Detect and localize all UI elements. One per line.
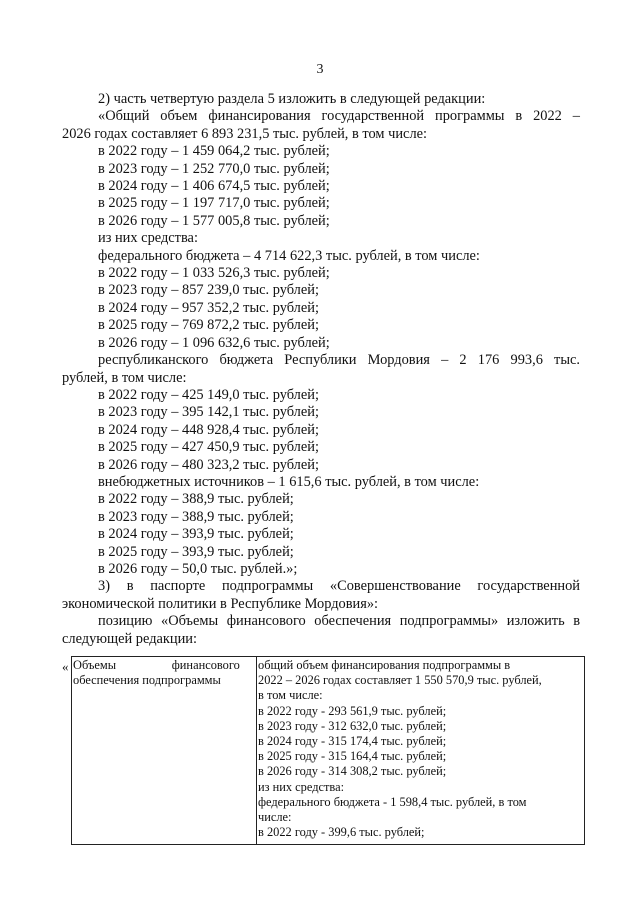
text-line: из них средства:: [98, 230, 198, 247]
value-line: в 2026 году - 314 308,2 тыс. рублей;: [258, 764, 447, 779]
text-line: внебюджетных источников – 1 615,6 тыс. рублей, в том числе:: [98, 473, 480, 490]
text-line: в 2024 году – 1 406 674,5 тыс. рублей;: [98, 178, 330, 195]
value-line: федерального бюджета - 1 598,4 тыс. рублей, в том: [258, 794, 527, 809]
text-line: в 2026 году – 50,0 тыс. рублей.»;: [98, 560, 298, 577]
value-line: 2022 – 2026 годах составляет 1 550 570,9 тыс. рублей,: [258, 673, 542, 688]
text-line: в 2024 году – 448 928,4 тыс. рублей;: [98, 421, 319, 438]
value-line: в 2023 году - 312 632,0 тыс. рублей;: [258, 718, 447, 733]
opening-quote-mark: «: [62, 659, 69, 674]
text-line: «Общий объем финансирования государственной программы в 2022 –: [98, 108, 580, 125]
value-line: в 2022 году - 293 561,9 тыс. рублей;: [258, 703, 447, 718]
subprogram-passport-table: [71, 656, 585, 845]
value-line: из них средства:: [258, 779, 345, 794]
table-row: [72, 657, 585, 845]
text-line: в 2025 году – 1 197 717,0 тыс. рублей;: [98, 195, 330, 212]
text-line: в 2023 году – 388,9 тыс. рублей;: [98, 508, 294, 525]
text-line: федерального бюджета – 4 714 622,3 тыс. рублей, в том числе:: [98, 247, 480, 264]
text-line: в 2023 году – 1 252 770,0 тыс. рублей;: [98, 160, 330, 177]
value-line: в том числе:: [258, 688, 323, 703]
text-line: в 2022 году – 425 149,0 тыс. рублей;: [98, 386, 319, 403]
text-line: в 2022 году – 388,9 тыс. рублей;: [98, 491, 294, 508]
text-line: 2026 годах составляет 6 893 231,5 тыс. рублей, в том числе:: [62, 125, 428, 142]
value-line: в 2022 году - 399,6 тыс. рублей;: [258, 825, 425, 840]
text-line: в 2022 году – 1 459 064,2 тыс. рублей;: [98, 143, 330, 160]
page-number: 3: [316, 62, 324, 77]
position-value-cell: [257, 657, 585, 845]
text-line: 2) часть четвертую раздела 5 изложить в следующей редакции:: [98, 91, 486, 107]
value-line: в 2024 году - 315 174,4 тыс. рублей;: [258, 734, 447, 749]
text-line: следующей редакции:: [62, 630, 197, 647]
text-line: в 2026 году – 1 096 632,6 тыс. рублей;: [98, 334, 330, 351]
label-line: обеспечения подпрограммы: [73, 673, 221, 688]
text-line: 3) в паспорте подпрограммы «Совершенствование государственной: [98, 578, 580, 595]
text-line: экономической политики в Республике Мордовия»:: [62, 595, 379, 612]
text-line: позицию «Объемы финансового обеспечения подпрограммы» изложить в: [98, 613, 580, 630]
text-line: в 2022 году – 1 033 526,3 тыс. рублей;: [98, 265, 330, 282]
value-line: числе:: [258, 810, 292, 825]
text-line: в 2024 году – 393,9 тыс. рублей;: [98, 526, 294, 543]
text-line: в 2026 году – 480 323,2 тыс. рублей;: [98, 456, 319, 473]
text-line: в 2023 году – 395 142,1 тыс. рублей;: [98, 404, 319, 421]
text-line: рублей, в том числе:: [62, 369, 187, 386]
text-line: в 2025 году – 393,9 тыс. рублей;: [98, 543, 294, 560]
text-line: в 2025 году – 769 872,2 тыс. рублей;: [98, 317, 319, 334]
value-line: общий объем финансирования подпрограммы в: [258, 658, 511, 672]
value-line: в 2025 году - 315 164,4 тыс. рублей;: [258, 749, 447, 764]
text-line: в 2026 году – 1 577 005,8 тыс. рублей;: [98, 212, 330, 229]
label-line: Объемы финансового: [73, 658, 240, 672]
text-line: в 2023 году – 857 239,0 тыс. рублей;: [98, 282, 319, 299]
text-line: в 2024 году – 957 352,2 тыс. рублей;: [98, 299, 319, 316]
text-line: республиканского бюджета Республики Мордовия – 2 176 993,6 тыс.: [98, 352, 580, 369]
text-line: в 2025 году – 427 450,9 тыс. рублей;: [98, 439, 319, 456]
document-body: [62, 91, 580, 648]
position-label-cell: [72, 657, 257, 845]
